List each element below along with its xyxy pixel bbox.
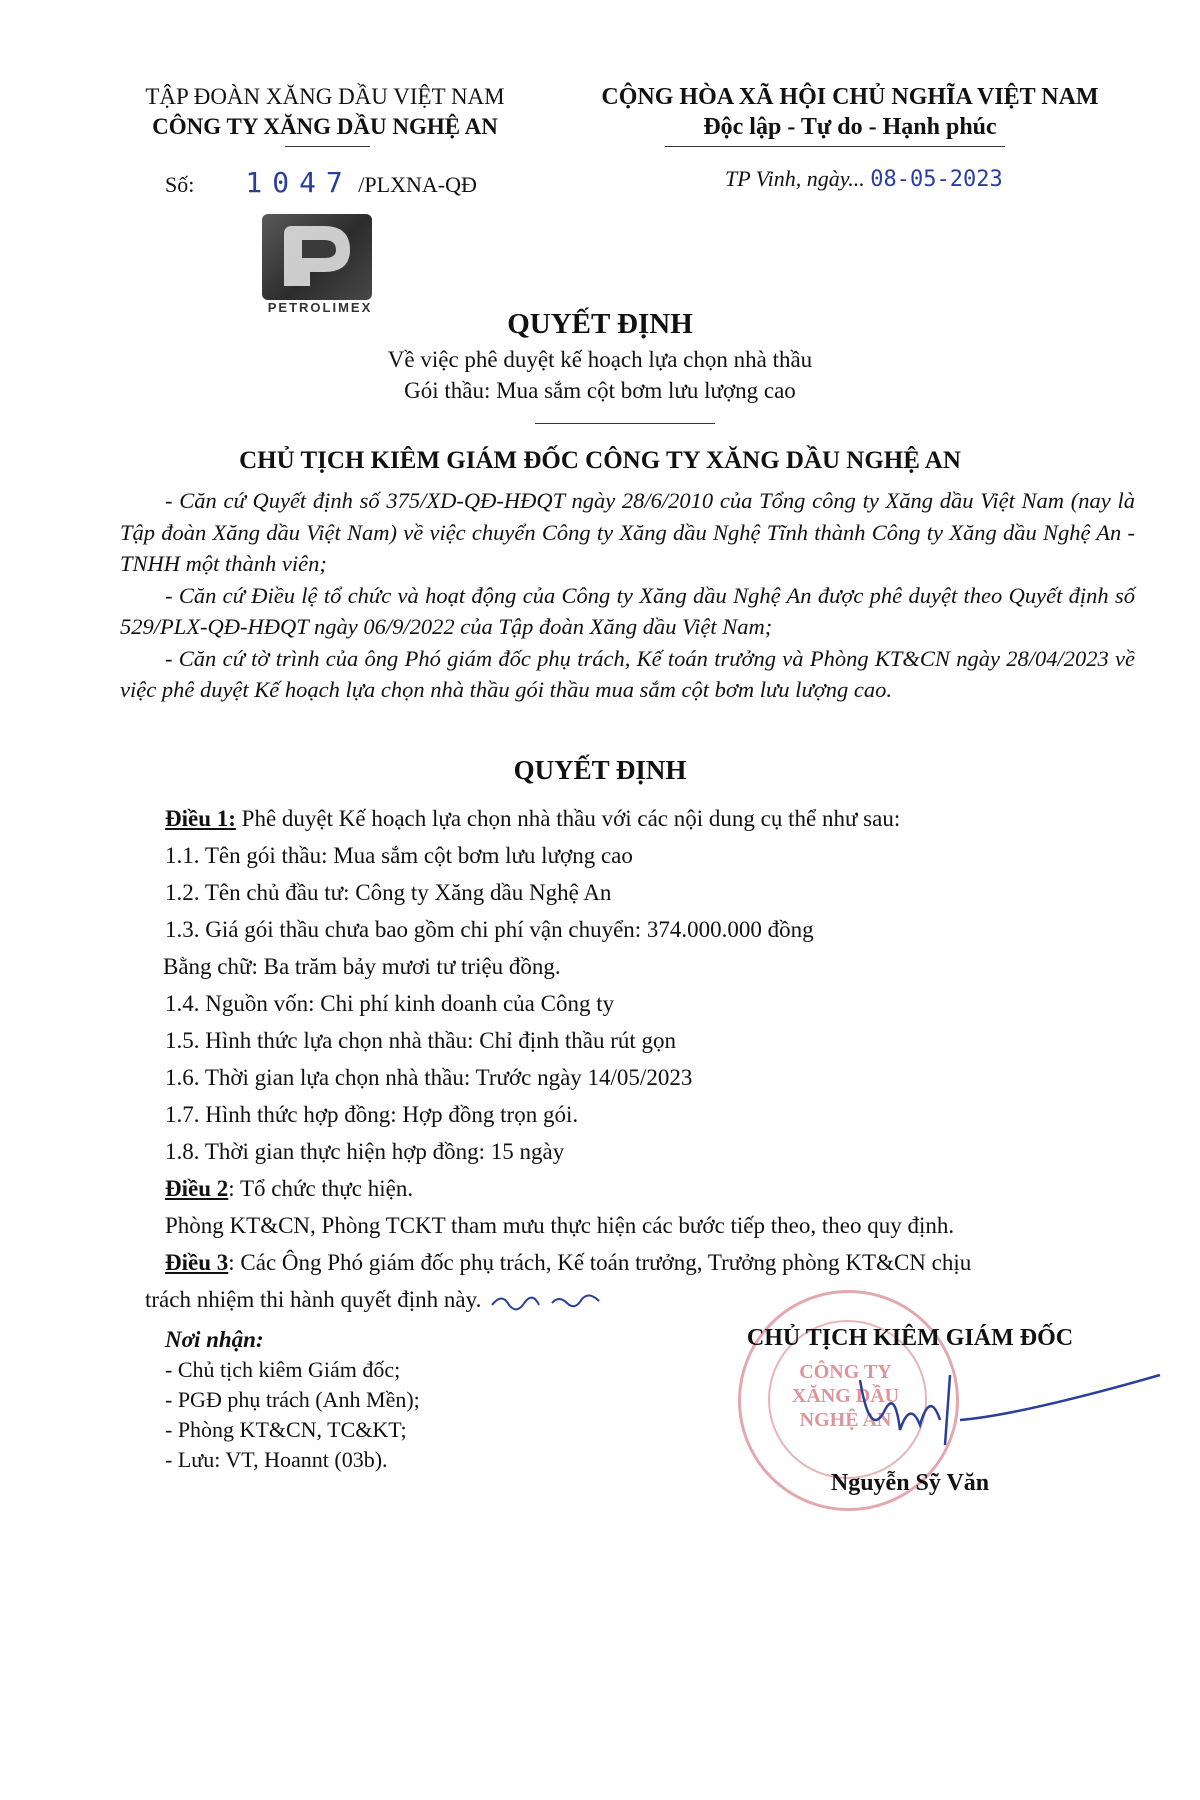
header-right bbox=[560, 82, 1140, 142]
article-2-label: Điều 2 bbox=[165, 1176, 229, 1201]
decision-subject: Về việc phê duyệt kế hoạch lựa chọn nhà thầu bbox=[387, 347, 813, 372]
article-1-item: 1.2. Tên chủ đầu tư: Công ty Xăng dầu Nghệ An bbox=[165, 880, 612, 905]
recipient-item: - PGĐ phụ trách (Anh Mền); bbox=[165, 1387, 420, 1412]
article-2-detail: Phòng KT&CN, Phòng TCKT tham mưu thực hiện các bước tiếp theo, theo quy định. bbox=[165, 1213, 955, 1238]
recipient-item: - Chủ tịch kiêm Giám đốc; bbox=[165, 1357, 401, 1382]
number-value: 1047 bbox=[245, 166, 353, 199]
article-list bbox=[145, 800, 1145, 1318]
legal-basis bbox=[120, 485, 1135, 706]
basis-item: - Căn cứ Quyết định số 375/XD-QĐ-HĐQT ngày 28/6/2010 của Tổng công ty Xăng dầu Việt Nam (nay là Tập đoàn Xăng dầu Việt Nam) về việc chuyển Công ty Xăng dầu Nghệ Tĩnh thành Công ty Xăng dầu Nghệ An - TNHH một thành viên; bbox=[120, 488, 1135, 576]
basis-item: - Căn cứ tờ trình của ông Phó giám đốc phụ trách, Kế toán trưởng và Phòng KT&CN ngày 28/04/2023 về việc phê duyệt Kế hoạch lựa chọn nhà thầu gói thầu mua sắm cột bơm lưu lượng cao. bbox=[120, 645, 1135, 702]
article-2-text: : Tổ chức thực hiện. bbox=[228, 1176, 414, 1201]
article-1-item: Bằng chữ: Ba trăm bảy mươi tư triệu đồng. bbox=[163, 954, 561, 979]
divider bbox=[285, 146, 370, 147]
recipients bbox=[165, 1325, 420, 1475]
signature-title: CHỦ TỊCH KIÊM GIÁM ĐỐC bbox=[746, 1325, 1074, 1351]
number-label: Số: bbox=[165, 172, 195, 197]
article-1-label: Điều 1: bbox=[165, 806, 236, 831]
initials-scribble-icon bbox=[487, 1287, 607, 1317]
handwritten-signature-icon bbox=[800, 1360, 1180, 1470]
article-1-item: 1.8. Thời gian thực hiện hợp đồng: 15 ngày bbox=[165, 1139, 565, 1164]
decision-heading: QUYẾT ĐỊNH bbox=[513, 755, 687, 785]
article-3-continuation: trách nhiệm thi hành quyết định này. bbox=[145, 1281, 1145, 1318]
divider bbox=[535, 423, 715, 424]
signer-name: Nguyễn Sỹ Văn bbox=[830, 1470, 990, 1496]
article-1-text: Phê duyệt Kế hoạch lựa chọn nhà thầu với các nội dung cụ thể như sau: bbox=[235, 806, 901, 831]
basis-item: - Căn cứ Điều lệ tổ chức và hoạt động của Công ty Xăng dầu Nghệ An được phê duyệt theo Quyết định số 529/PLX-QĐ-HĐQT ngày 06/9/2022 của Tập đoàn Xăng dầu Việt Nam; bbox=[120, 582, 1135, 639]
article-3-label: Điều 3 bbox=[165, 1250, 229, 1275]
article-3-text: : Các Ông Phó giám đốc phụ trách, Kế toán trưởng, Trưởng phòng KT&CN chịu bbox=[228, 1250, 972, 1275]
article-1-item: 1.4. Nguồn vốn: Chi phí kinh doanh của Công ty bbox=[165, 991, 615, 1016]
number-suffix: /PLXNA-QĐ bbox=[358, 172, 477, 197]
logo-text: PETROLIMEX bbox=[267, 300, 373, 315]
article-2 bbox=[165, 1170, 1145, 1207]
divider bbox=[665, 146, 1005, 147]
article-1 bbox=[165, 800, 1145, 837]
article-1-item: 1.5. Hình thức lựa chọn nhà thầu: Chỉ định thầu rút gọn bbox=[165, 1028, 677, 1053]
stamp-text: CÔNG TY XĂNG DẦU NGHỆ AN bbox=[791, 1361, 900, 1431]
place-date-prefix: TP Vinh, ngày bbox=[725, 166, 849, 191]
document-number bbox=[165, 166, 477, 199]
issuing-authority: CHỦ TỊCH KIÊM GIÁM ĐỐC CÔNG TY XĂNG DẦU NGHỆ AN bbox=[239, 447, 961, 474]
decision-title: QUYẾT ĐỊNH bbox=[507, 308, 693, 340]
article-1-item: 1.1. Tên gói thầu: Mua sắm cột bơm lưu lượng cao bbox=[165, 843, 633, 868]
place-date: TP Vinh, ngày... 08-05-2023 bbox=[725, 166, 1003, 192]
petrolimex-logo-icon bbox=[262, 214, 372, 300]
article-1-item: 1.3. Giá gói thầu chưa bao gồm chi phí vận chuyển: 374.000.000 đồng bbox=[165, 917, 814, 942]
article-1-item: 1.6. Thời gian lựa chọn nhà thầu: Trước ngày 14/05/2023 bbox=[165, 1065, 693, 1090]
motto: Độc lập - Tự do - Hạnh phúc bbox=[703, 114, 997, 140]
country-name: CỘNG HÒA XÃ HỘI CHỦ NGHĨA VIỆT NAM bbox=[601, 84, 1099, 110]
date-value: 08-05-2023 bbox=[870, 167, 1003, 192]
article-1-item: 1.7. Hình thức hợp đồng: Hợp đồng trọn gói. bbox=[165, 1102, 579, 1127]
article-3 bbox=[165, 1244, 1145, 1281]
recipient-item: - Lưu: VT, Hoannt (03b). bbox=[165, 1447, 388, 1472]
recipient-item: - Phòng KT&CN, TC&KT; bbox=[165, 1417, 407, 1442]
header-left bbox=[100, 82, 550, 142]
recipients-heading: Nơi nhận: bbox=[165, 1327, 264, 1352]
org-parent: TẬP ĐOÀN XĂNG DẦU VIỆT NAM bbox=[145, 84, 505, 109]
package-name: Gói thầu: Mua sắm cột bơm lưu lượng cao bbox=[404, 378, 796, 403]
org-name: CÔNG TY XĂNG DẦU NGHỆ AN bbox=[152, 114, 498, 139]
